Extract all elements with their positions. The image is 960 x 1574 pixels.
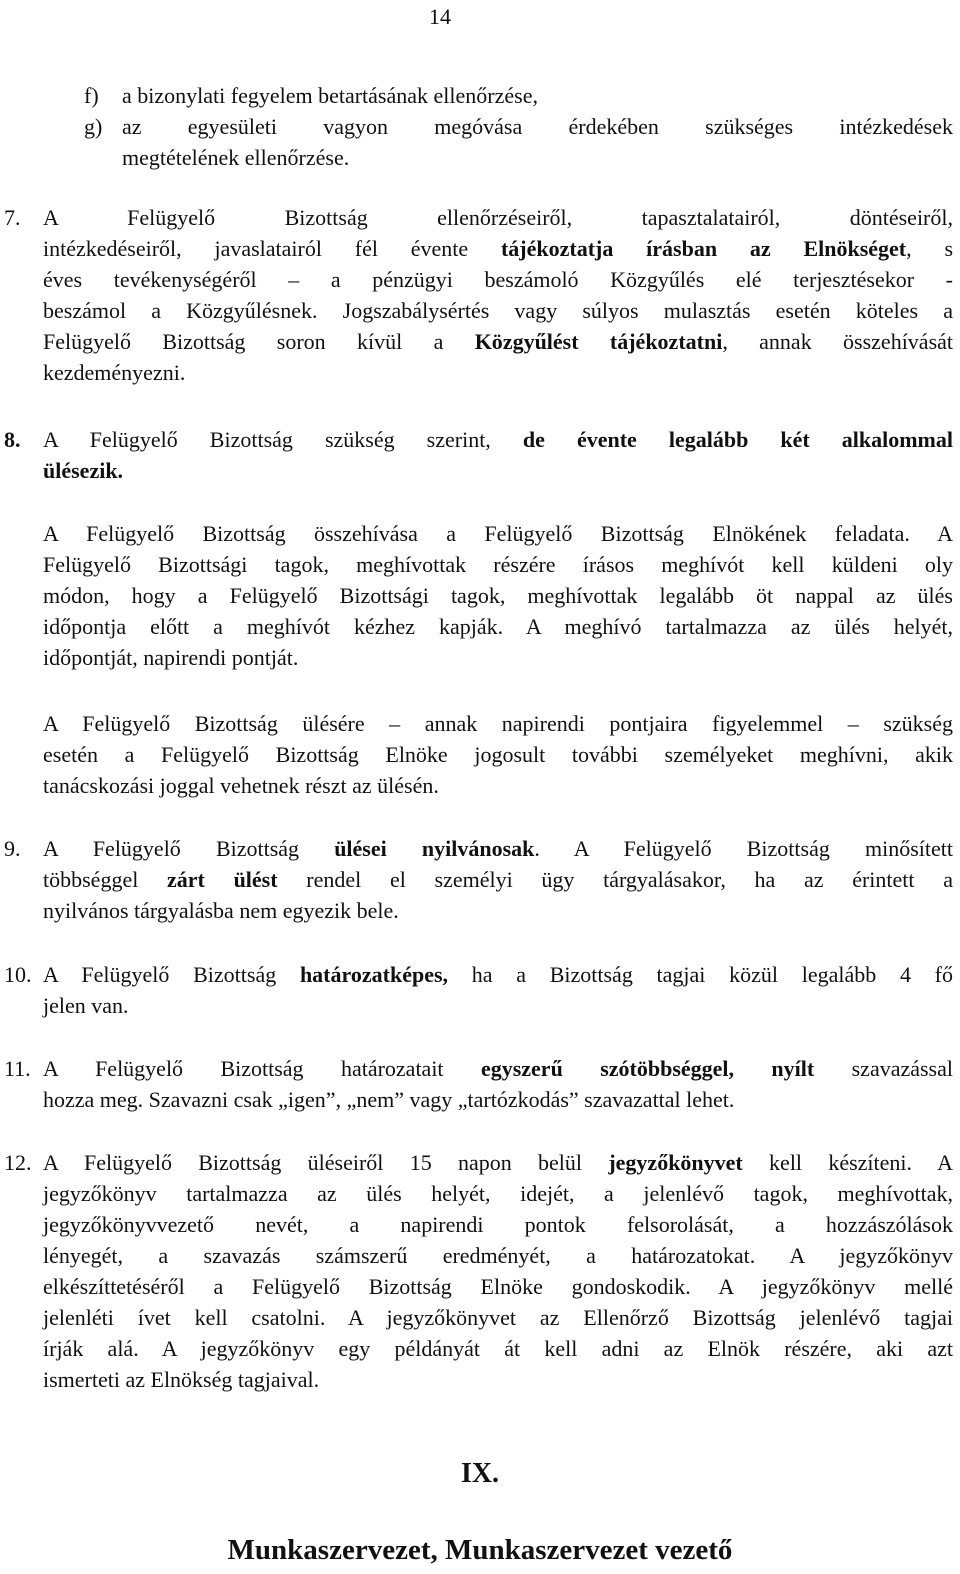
paragraph-line: időpontját, napirendi pontját. xyxy=(43,645,299,670)
paragraph-line: elkészíttetéséről a Felügyelő Bizottság Elnöke gondoskodik. A jegyzőkönyv mellé xyxy=(43,1274,953,1299)
paragraph-line: esetén a Felügyelő Bizottság Elnöke jogosult további személyeket meghívni, akik xyxy=(43,742,953,767)
paragraph-line: intézkedéseiről, javaslatairól fél évente tájékoztatja írásban az Elnökséget, s xyxy=(43,236,954,261)
bold-phrase: Közgyűlést tájékoztatni xyxy=(474,329,723,354)
paragraph-line: A Felügyelő Bizottság ülései nyilvánosak. A Felügyelő Bizottság minősített xyxy=(43,836,953,861)
paragraph-line: hozza meg. Szavazni csak „igen”, „nem” vagy „tartózkodás” szavazattal lehet. xyxy=(43,1087,735,1112)
list-marker-f: f) xyxy=(84,83,99,108)
paragraph-line: többséggel zárt ülést rendel el személyi ügy tárgyalásakor, ha az érintett a xyxy=(43,867,953,892)
paragraph-marker: 7. xyxy=(4,205,21,230)
paragraph-line: A Felügyelő Bizottság ellenőrzéseiről, tapasztalatairól, döntéseiről, xyxy=(43,205,953,230)
paragraph-line: beszámol a Közgyűlésnek. Jogszabálysértés vagy súlyos mulasztás esetén köteles a xyxy=(43,298,953,323)
bold-phrase: határozatképes, xyxy=(299,962,449,987)
paragraph-line: módon, hogy a Felügyelő Bizottsági tagok, meghívottak legalább öt nappal az ülés xyxy=(43,583,953,608)
paragraph-line: jegyzőkönyvvezető nevét, a napirendi pontok felsorolását, a hozzászólások xyxy=(43,1212,953,1237)
paragraph-line: A Felügyelő Bizottság szükség szerint, de évente legalább két alkalommal xyxy=(43,427,953,452)
section-number: IX. xyxy=(460,1458,500,1489)
bold-phrase: egyszerű szótöbbséggel, nyílt xyxy=(480,1056,815,1081)
paragraph-line: A Felügyelő Bizottság összehívása a Felügyelő Bizottság Elnökének feladata. A xyxy=(43,521,953,546)
paragraph-line: írják alá. A jegyzőkönyv egy példányát át kell adni az Elnök részére, aki azt xyxy=(43,1336,953,1361)
bold-phrase: zárt ülést xyxy=(167,867,278,892)
paragraph-marker: 11. xyxy=(4,1056,31,1081)
paragraph-marker: 9. xyxy=(4,836,21,861)
bold-phrase: jegyzőkönyvet xyxy=(608,1150,743,1175)
bold-phrase: ülései nyilvánosak xyxy=(334,836,535,861)
bold-phrase: de évente legalább két alkalommal xyxy=(522,427,953,452)
paragraph-line: jelenléti ívet kell csatolni. A jegyzőkönyvet az Ellenőrző Bizottság jelenlévő tagjai xyxy=(43,1305,953,1330)
list-item-f-text: a bizonylati fegyelem betartásának ellenőrzése, xyxy=(122,83,538,108)
paragraph-line: tanácskozási joggal vehetnek részt az ülésén. xyxy=(43,773,439,798)
paragraph-line: nyilvános tárgyalásba nem egyezik bele. xyxy=(43,898,399,923)
paragraph-line: A Felügyelő Bizottság ülésére – annak napirendi pontjaira figyelemmel – szükség xyxy=(43,711,953,736)
section-title: Munkaszervezet, Munkaszervezet vezető xyxy=(227,1534,733,1566)
paragraph-line: A Felügyelő Bizottság határozatait egyszerű szótöbbséggel, nyílt szavazással xyxy=(43,1056,953,1081)
paragraph-line: Felügyelő Bizottság soron kívül a Közgyűlést tájékoztatni, annak összehívását xyxy=(43,329,954,354)
list-marker-g: g) xyxy=(84,114,103,139)
paragraph-line: jelen van. xyxy=(43,993,129,1018)
paragraph-line: kezdeményezni. xyxy=(43,360,186,385)
paragraph-marker: 12. xyxy=(4,1150,32,1175)
paragraph-line: lényegét, a szavazás számszerű eredményét, a határozatokat. A jegyzőkönyv xyxy=(43,1243,953,1268)
paragraph-line: A Felügyelő Bizottság határozatképes, ha a Bizottság tagjai közül legalább 4 fő xyxy=(43,962,954,987)
list-item-g-line-1: az egyesületi vagyon megóvása érdekében szükséges intézkedések xyxy=(122,114,953,139)
paragraph-line: éves tevékenységéről – a pénzügyi beszámoló Közgyűlés elé terjesztésekor - xyxy=(43,267,953,292)
paragraph-marker: 8. xyxy=(4,427,21,452)
paragraph-marker: 10. xyxy=(4,962,32,987)
paragraph-line: jegyzőkönyv tartalmazza az ülés helyét, idejét, a jelenlévő tagok, meghívottak, xyxy=(43,1181,953,1206)
bold-phrase: tájékoztatja írásban az Elnökséget xyxy=(500,236,907,261)
paragraph-line: időpontja előtt a meghívót kézhez kapják. A meghívó tartalmazza az ülés helyét, xyxy=(43,614,953,639)
paragraph-line xyxy=(43,455,123,486)
bold-phrase: ülésezik. xyxy=(43,458,124,483)
list-item-g-line-2: megtételének ellenőrzése. xyxy=(122,145,350,170)
paragraph-line: A Felügyelő Bizottság üléseiről 15 napon belül jegyzőkönyvet kell készíteni. A xyxy=(43,1150,954,1175)
paragraph-line: Felügyelő Bizottsági tagok, meghívottak részére írásos meghívót kell küldeni oly xyxy=(43,552,953,577)
page-number: 14 xyxy=(429,4,451,29)
paragraph-line: ismerteti az Elnökség tagjaival. xyxy=(43,1367,320,1392)
